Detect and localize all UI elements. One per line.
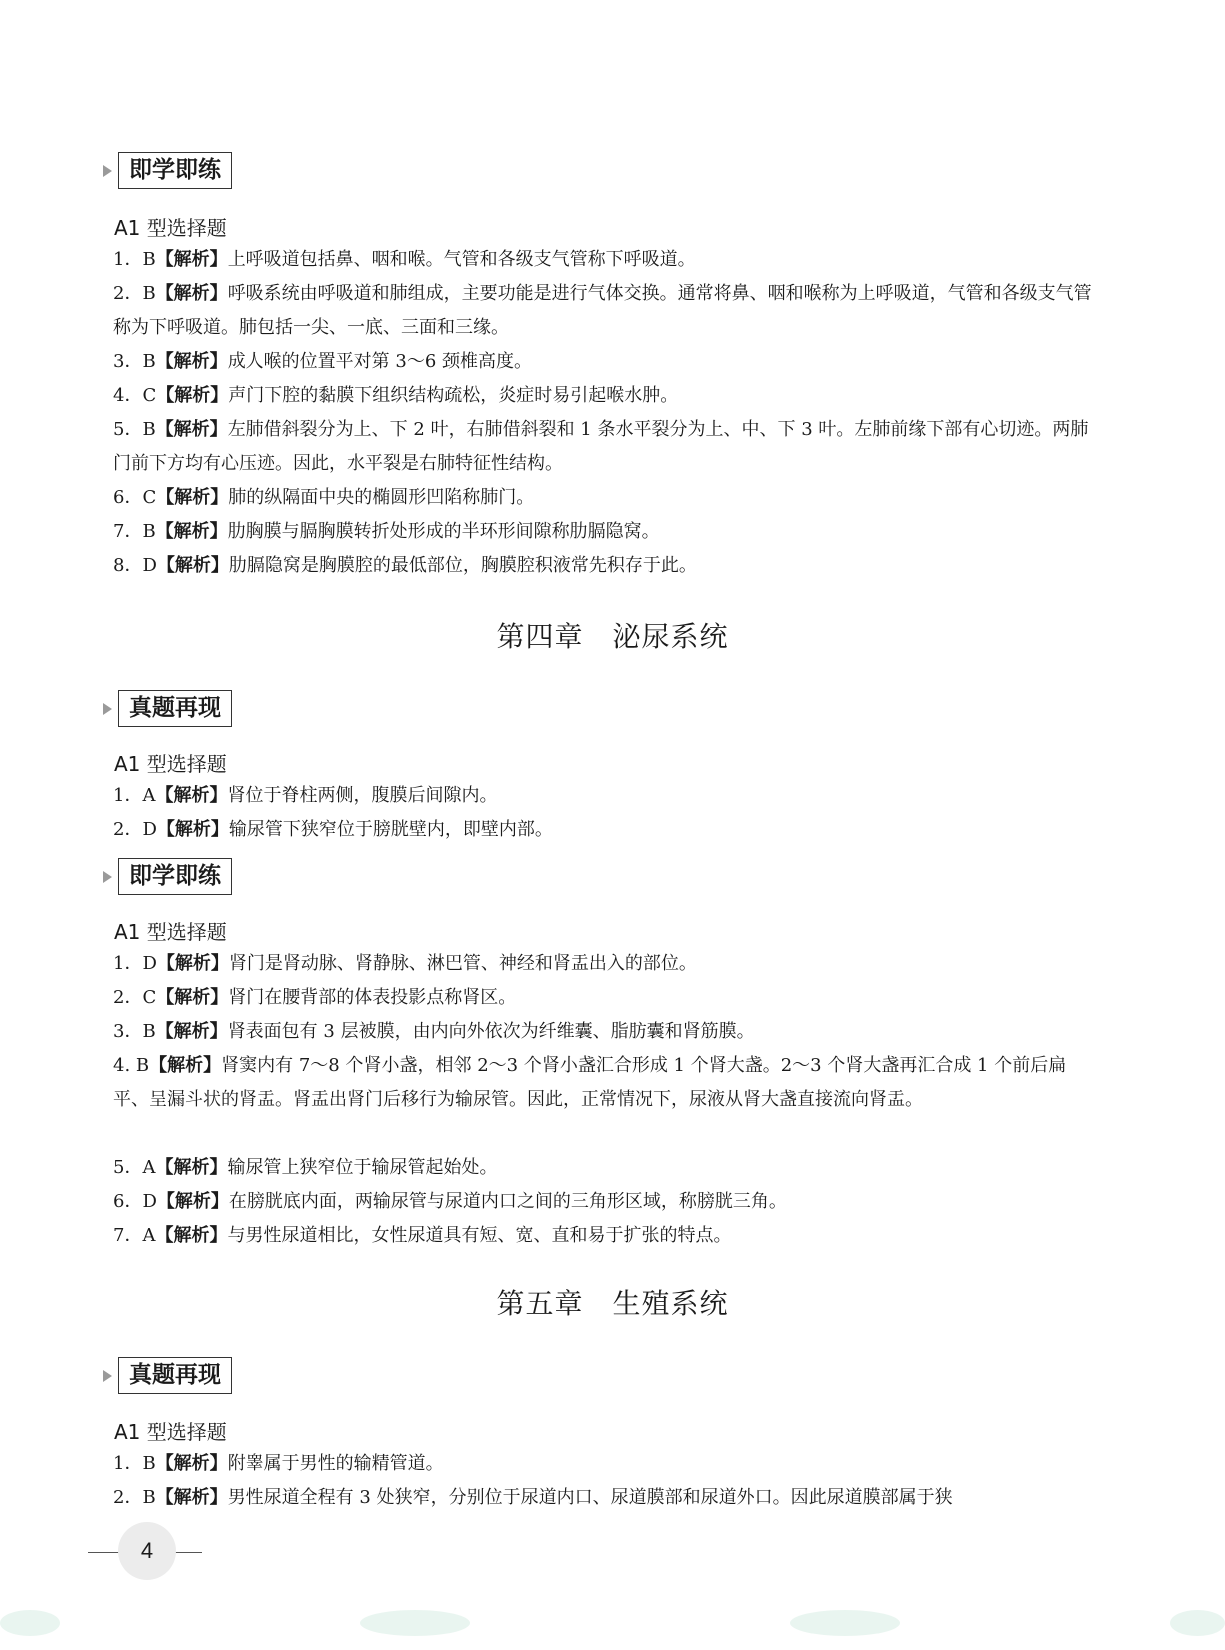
answer-item: 7．A【解析】与男性尿道相比，女性尿道具有短、宽、直和易于扩张的特点。 [113,1225,732,1246]
answer-item: 6．D【解析】在膀胱底内面，两输尿管与尿道内口之间的三角形区域，称膀胱三角。 [113,1191,787,1212]
answer-item: 2．B【解析】男性尿道全程有 3 处狭窄，分别位于尿道内口、尿道膜部和尿道外口。因此尿道膜部属于狭 [113,1487,953,1508]
triangle-icon [103,703,112,715]
triangle-icon [103,165,112,177]
answer-item: 5．B【解析】左肺借斜裂分为上、下 2 叶，右肺借斜裂和 1 条水平裂分为上、中、下 3 叶。左肺前缘下部有心切迹。两肺门前下方均有心压迹。因此，水平裂是右肺特征性结构。 [113,419,1089,474]
section-title: 真题再现 [118,1357,232,1394]
footer-decoration [790,1610,900,1636]
section-title: 真题再现 [118,690,232,727]
footer-decoration [1170,1610,1225,1636]
question-type-label: A1 型选择题 [114,1420,227,1444]
section-header-exam [103,1357,232,1394]
answer-item: 1．B【解析】附睾属于男性的输精管道。 [113,1453,444,1474]
section-header-exam [103,690,232,727]
question-type-label: A1 型选择题 [114,752,227,776]
answer-item: 8．D【解析】肋膈隐窝是胸膜腔的最低部位，胸膜腔积液常先积存于此。 [113,555,697,576]
answer-item: 4．C【解析】声门下腔的黏膜下组织结构疏松，炎症时易引起喉水肿。 [113,385,679,406]
answer-item: 1．A【解析】肾位于脊柱两侧，腹膜后间隙内。 [113,785,498,806]
question-type-label: A1 型选择题 [114,216,227,240]
answer-item: 2．C【解析】肾门在腰背部的体表投影点称肾区。 [113,987,517,1008]
section-title: 即学即练 [118,858,232,895]
chapter-title: 第五章 生殖系统 [496,1287,729,1320]
answer-item: 5．A【解析】输尿管上狭窄位于输尿管起始处。 [113,1157,498,1178]
answer-item: 7．B【解析】肋胸膜与膈胸膜转折处形成的半环形间隙称肋膈隐窝。 [113,521,660,542]
answer-item: 2．D【解析】输尿管下狭窄位于膀胱壁内，即壁内部。 [113,819,553,840]
chapter-title: 第四章 泌尿系统 [496,620,729,653]
page-number-rule [88,1552,122,1553]
section-header-practice [103,858,232,895]
answer-item: 2．B【解析】呼吸系统由呼吸道和肺组成，主要功能是进行气体交换。通常将鼻、咽和喉称为上呼吸道，气管和各级支气管称为下呼吸道。肺包括一尖、一底、三面和三缘。 [113,283,1092,338]
answer-item: 6．C【解析】肺的纵隔面中央的椭圆形凹陷称肺门。 [113,487,535,508]
section-header-practice [103,152,232,189]
answer-item: 1．B【解析】上呼吸道包括鼻、咽和喉。气管和各级支气管称下呼吸道。 [113,249,696,270]
answer-item: 1．D【解析】肾门是肾动脉、肾静脉、淋巴管、神经和肾盂出入的部位。 [113,953,697,974]
answer-item: 3．B【解析】成人喉的位置平对第 3～6 颈椎高度。 [113,351,533,372]
footer-decoration [360,1610,470,1636]
triangle-icon [103,1370,112,1382]
question-type-label: A1 型选择题 [114,920,227,944]
answer-item: 3．B【解析】肾表面包有 3 层被膜，由内向外依次为纤维囊、脂肪囊和肾筋膜。 [113,1021,755,1042]
page-number-rule [172,1552,202,1553]
triangle-icon [103,871,112,883]
section-title: 即学即练 [118,152,232,189]
footer-decoration [0,1610,60,1636]
page-number: 4 [118,1522,176,1580]
answer-item: 4. B【解析】肾窦内有 7～8 个肾小盏，相邻 2～3 个肾小盏汇合形成 1 个肾大盏。2～3 个肾大盏再汇合成 1 个前后扁平、呈漏斗状的肾盂。肾盂出肾门后移行为输尿管。因此，正常情况下，尿液从肾大盏直接流向肾盂。 [113,1055,1067,1110]
